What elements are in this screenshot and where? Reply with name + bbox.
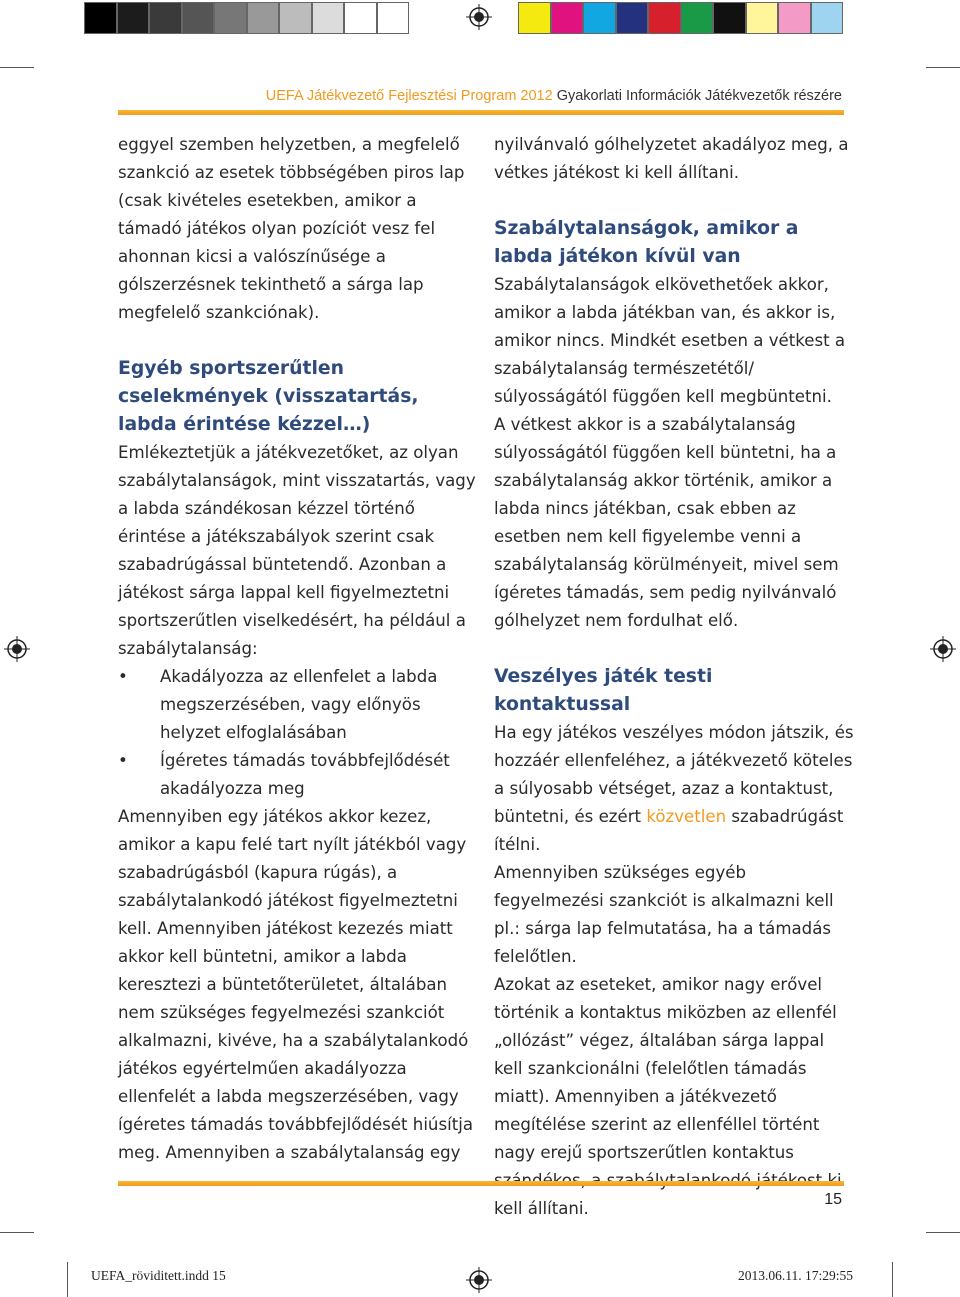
registration-mark-icon xyxy=(466,1267,492,1293)
section-heading: Veszélyes játék testi kontaktussal xyxy=(494,666,713,715)
bullet-item: • Ígéretes támadás továbbfejlődését akadályozza meg xyxy=(118,747,478,803)
color-swatch xyxy=(279,2,312,34)
right-paragraph: Szabálytalanságok elkövethetőek akkor, amikor a labda játékban van, és akkor is, amikor nincs. Mindkét esetben a vétkest a szabálytalanság természetétől/ súlyosságától függően kell megbüntetni. xyxy=(494,275,846,406)
section-heading: Egyéb sportszerűtlen cselekmények (visszatartás, labda érintése kézzel…) xyxy=(118,358,419,435)
color-swatch xyxy=(648,2,681,34)
color-swatch xyxy=(778,2,811,34)
right-column xyxy=(494,131,854,1223)
page-number: 15 xyxy=(824,1191,842,1208)
highlight-term: közvetlen xyxy=(646,807,727,826)
left-column xyxy=(118,131,478,1167)
crop-mark xyxy=(926,1232,960,1233)
right-paragraph: nyilvánvaló gólhelyzetet akadályoz meg, a vétkes játékost ki kell állítani. xyxy=(494,135,849,182)
color-swatch xyxy=(312,2,345,34)
crop-mark xyxy=(892,1262,893,1297)
left-paragraph: eggyel szemben helyzetben, a megfelelő szankció az esetek többségében piros lap (csak kivételes esetekben, amikor a támadó játékos olyan pozíciót vesz fel ahonnan kicsi a valószínűsége a gólszerzésnek tekinthető a sárga lap megfelelő szankciónak). xyxy=(118,135,465,322)
section-heading: Szabálytalanságok, amikor a labda játékon kívül van xyxy=(494,218,799,267)
registration-mark-icon xyxy=(930,636,956,662)
color-swatch xyxy=(713,2,746,34)
crop-mark xyxy=(67,1262,68,1297)
crop-mark xyxy=(0,1232,34,1233)
color-swatch xyxy=(811,2,844,34)
color-swatch xyxy=(583,2,616,34)
left-paragraph: Amennyiben egy játékos akkor kezez, amikor a kapu felé tart nyílt játékból vagy szabadrúgásból (kapura rúgás), a szabálytalankodó játékost figyelmeztetni kell. Amennyiben játékost kezezés miatt akkor kell büntetni, amikor a labda keresztezi a büntetőterületet, általában nem szükséges fegyelmezési szankciót alkalmazni, kivéve, ha a szabálytalankodó játékos egyértelműen akadályozza ellenfelét a labda megszerzésében, vagy ígéretes támadás továbbfejlődését hiúsítja meg. Amennyiben a szabálytalanság egy xyxy=(118,807,473,1162)
right-paragraph: A vétkest akkor is a szabálytalanság súlyosságától függően kell büntetni, ha a szabálytalanság akkor történik, amikor a labda nincs játékban, csak ebben az esetben nem kell figyelembe venni a szabálytalanság körülményeit, mivel sem ígéretes támadás, sem pedig nyilvánvaló gólhelyzet nem fordulhat elő. xyxy=(494,415,839,630)
footer-rule xyxy=(118,1181,844,1186)
registration-mark-icon xyxy=(4,636,30,662)
color-swatch xyxy=(214,2,247,34)
crop-mark xyxy=(926,67,960,68)
color-swatch xyxy=(84,2,117,34)
color-swatch xyxy=(117,2,150,34)
color-swatch xyxy=(616,2,649,34)
registration-mark-icon xyxy=(466,4,492,30)
slug-file: UEFA_röviditett.indd 15 xyxy=(91,1268,226,1283)
color-swatch xyxy=(551,2,584,34)
color-swatch xyxy=(377,2,410,34)
color-swatch xyxy=(518,2,551,34)
header-program: UEFA Játékvezető Fejlesztési Program 2012 xyxy=(265,88,553,104)
bullet-item: • Akadályozza az ellenfelet a labda megszerzésében, vagy előnyös helyzet elfoglalásában xyxy=(118,663,478,747)
right-paragraph: Azokat az eseteket, amikor nagy erővel történik a kontaktus miközben az ellenfél „ollózást” végez, általában sárga lappal kell szankcionálni (felelőtlen támadás miatt). Amennyiben a játékvezető megítélése szerint az ellenféllel történt nagy erejű sportszerűtlen kontaktus kell állítani. xyxy=(494,975,837,1218)
running-header xyxy=(266,88,842,104)
color-swatch xyxy=(247,2,280,34)
color-swatch xyxy=(182,2,215,34)
color-swatch xyxy=(681,2,714,34)
right-paragraph: Ha egy játékos veszélyes módon játszik, és hozzáér ellenfeléhez, a játékvezető köteles a súlyosabb vétséget, azaz a kontaktust, büntetni, és ezért közvetlen szabadrúgást ítélni. xyxy=(494,723,854,854)
slug-datetime: 2013.06.11. 17:29:55 xyxy=(738,1268,854,1283)
header-section: Gyakorlati Információk Játékvezetők részére xyxy=(556,88,842,104)
color-swatch xyxy=(149,2,182,34)
right-paragraph: Amennyiben szükséges egyéb fegyelmezési szankciót is alkalmazni kell pl.: sárga lap felmutatása, ha a támadás felelőtlen. xyxy=(494,863,834,966)
color-swatch xyxy=(344,2,377,34)
crop-mark xyxy=(0,67,34,68)
header-rule xyxy=(118,110,844,115)
left-paragraph: Emlékeztetjük a játékvezetőket, az olyan szabálytalanságok, mint visszatartás, vagy a labda szándékosan kézzel történő érintése a játékszabályok szerint csak szabadrúgással büntetendő. Azonban a játékost sárga lappal kell figyelmeztetni sportszerűtlen viselkedésért, ha például a szabálytalanság: xyxy=(118,443,476,658)
color-swatch xyxy=(746,2,779,34)
